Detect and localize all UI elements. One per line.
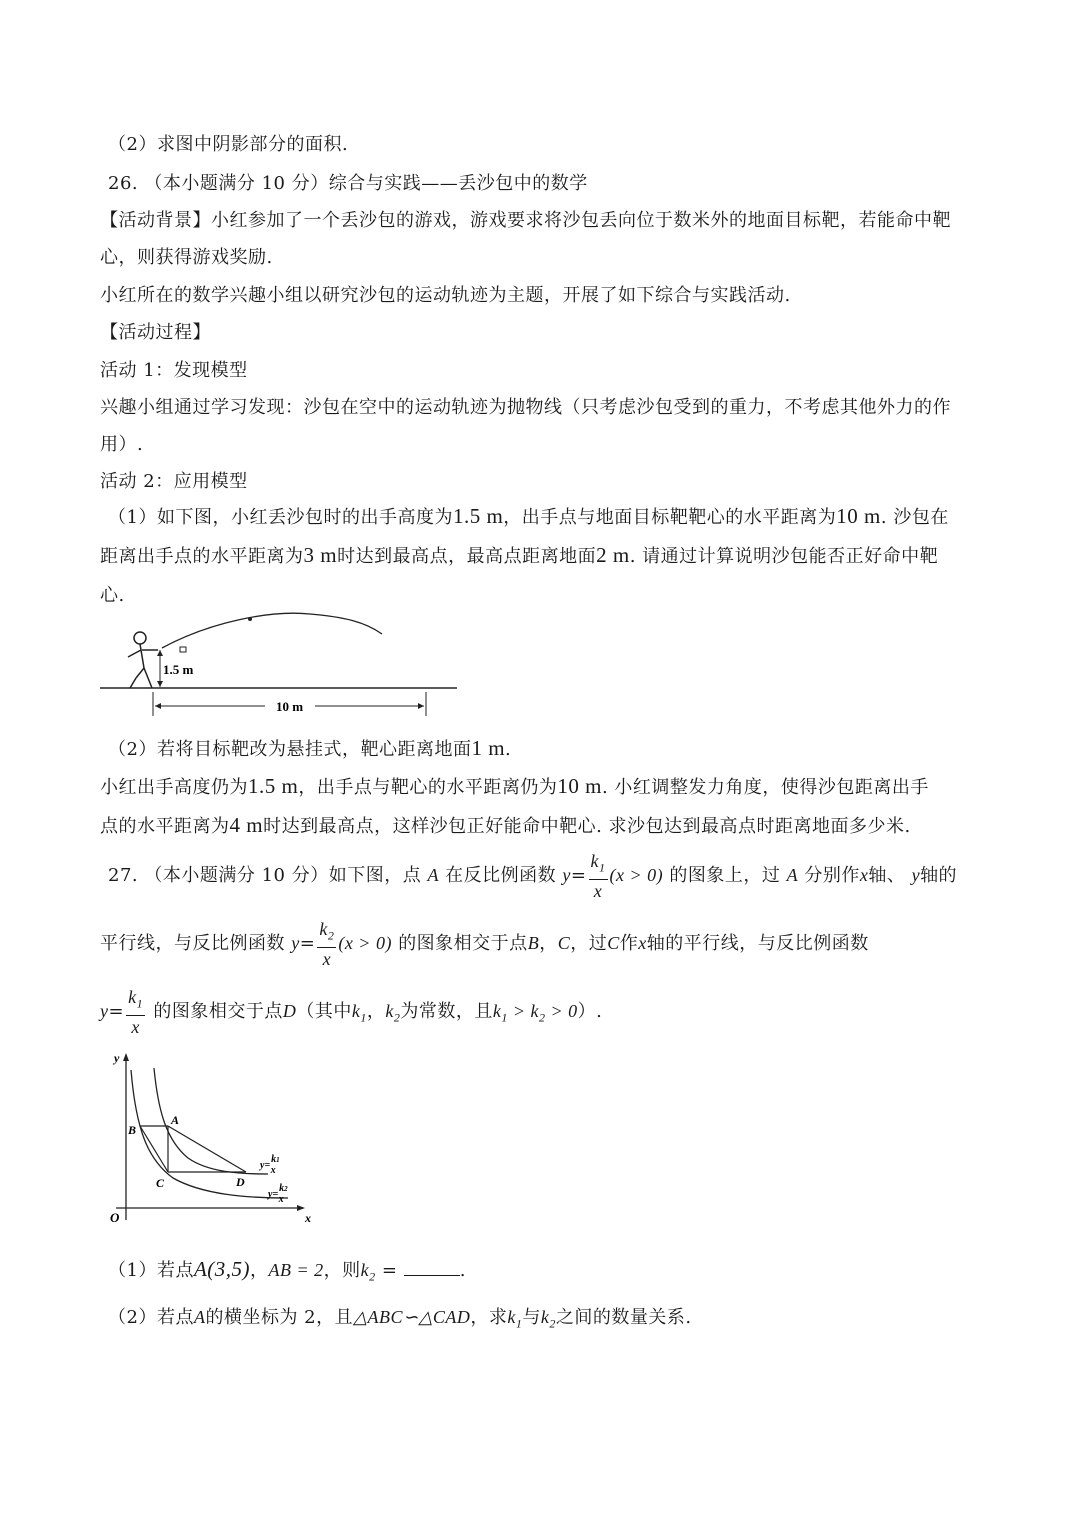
point-C: C bbox=[557, 932, 571, 953]
height-arrow-top bbox=[157, 650, 163, 656]
x: x bbox=[131, 1016, 140, 1037]
point-A: A bbox=[786, 864, 799, 885]
text: 分别作 bbox=[804, 864, 860, 886]
text: 时达到最高点，这样沙包正好能命中靶心. 求沙包达到最高点时距离地面多少米. bbox=[263, 816, 911, 837]
point-A: A bbox=[193, 1307, 206, 1327]
text: （2）若点 bbox=[108, 1307, 194, 1328]
sub: 2 bbox=[327, 928, 335, 943]
text: 的图象上，过 bbox=[669, 864, 781, 886]
q26-bg-text2: 心，则获得游戏奖励. bbox=[100, 247, 273, 268]
curve-label-k2: y=k2 x bbox=[268, 1183, 288, 1205]
text: （2）若将目标靶改为悬挂式，靶心距离地面 bbox=[108, 739, 472, 760]
var-y: y bbox=[911, 864, 921, 885]
text: 轴、 bbox=[868, 864, 906, 886]
text: 为常数，且 bbox=[400, 1000, 493, 1022]
y-axis-arrow bbox=[123, 1053, 129, 1061]
sub: 1 bbox=[136, 996, 144, 1011]
text: = bbox=[299, 932, 316, 954]
text: 的图象相交于点 bbox=[153, 1000, 283, 1022]
value-distance: 10 m bbox=[836, 504, 881, 528]
length-AB: AB = 2 bbox=[268, 1260, 324, 1280]
k: k bbox=[319, 919, 328, 939]
text: 轴的 bbox=[920, 864, 958, 886]
text: ）. bbox=[577, 1000, 603, 1022]
y-axis-label: y bbox=[114, 1051, 120, 1065]
text: ， bbox=[366, 1000, 386, 1022]
condition: (x > 0) bbox=[338, 932, 392, 953]
var-x: x bbox=[859, 864, 869, 885]
text: ，求 bbox=[470, 1307, 508, 1328]
answer-blank[interactable] bbox=[404, 1259, 460, 1276]
q26-part2-line3 bbox=[100, 812, 911, 838]
q26-activity1: 活动 1：发现模型 bbox=[100, 360, 248, 381]
q27-part1 bbox=[108, 1256, 466, 1285]
value-target-height: 1 m bbox=[471, 736, 506, 760]
q26-part2-line1 bbox=[108, 735, 511, 761]
text: = bbox=[570, 864, 587, 886]
text: 小红出手高度仍为 bbox=[100, 777, 248, 798]
height-arrow-bottom bbox=[157, 681, 163, 687]
text: （1）若点 bbox=[108, 1260, 194, 1281]
release-point bbox=[180, 647, 186, 652]
distance-arrow-left bbox=[155, 703, 161, 709]
text: 的图象相交于点 bbox=[398, 932, 528, 954]
value-peak-distance: 3 m bbox=[303, 543, 338, 567]
text: = bbox=[381, 1260, 398, 1281]
sandbag-figure bbox=[100, 612, 470, 722]
k1: $k_1$ bbox=[351, 1000, 367, 1025]
q26-act1-text1: 兴趣小组通过学习发现：沙包在空中的运动轨迹为抛物线（只考虑沙包受到的重力，不考虑其他外力的作 bbox=[100, 397, 951, 418]
distance-arrow-right bbox=[418, 703, 424, 709]
height-label: 1.5 m bbox=[163, 662, 194, 677]
x-axis-label: x bbox=[305, 1211, 311, 1225]
text: 的横坐标为 2，且 bbox=[205, 1307, 354, 1328]
point-D: D bbox=[282, 1000, 297, 1021]
q25-part2: （2）求图中阴影部分的面积. bbox=[108, 134, 349, 155]
fraction-k2-x bbox=[317, 918, 336, 970]
point-A-coords: A(3,5) bbox=[193, 1257, 251, 1281]
k: k bbox=[128, 987, 137, 1007]
text: ，过 bbox=[570, 932, 608, 954]
value-peak-height: 2 m bbox=[596, 543, 630, 567]
text: 时达到最高点，最高点距离地面 bbox=[337, 546, 597, 567]
q26-title: 26. （本小题满分 10 分）综合与实践——丢沙包中的数学 bbox=[108, 173, 588, 194]
value-distance: 10 m bbox=[557, 774, 602, 798]
q27-line3 bbox=[100, 986, 602, 1038]
k1: $k_1$ bbox=[507, 1307, 523, 1331]
text: 之间的数量关系. bbox=[555, 1307, 692, 1328]
label-C: C bbox=[156, 1176, 165, 1190]
inequality: $k_1 > k_2 > 0$ bbox=[492, 1000, 578, 1025]
text: 与 bbox=[522, 1307, 541, 1328]
text: . 请通过计算说明沙包能否正好命中靶 bbox=[629, 546, 939, 567]
text: . bbox=[459, 1260, 466, 1281]
var-y: y bbox=[291, 932, 300, 953]
text: 在反比例函数 bbox=[445, 864, 557, 886]
q26-process-tag: 【活动过程】 bbox=[100, 322, 211, 343]
q26-background bbox=[100, 206, 951, 232]
segment-BC bbox=[140, 1126, 168, 1172]
label-D: D bbox=[236, 1175, 245, 1189]
x: x bbox=[322, 948, 332, 969]
text: （其中 bbox=[296, 1000, 352, 1022]
text: 平行线，与反比例函数 bbox=[100, 932, 285, 954]
value-height: 1.5 m bbox=[452, 504, 504, 528]
value-peak-distance: 4 m bbox=[229, 813, 264, 837]
text: （1）如下图，小红丢沙包时的出手高度为 bbox=[108, 507, 453, 528]
bg-text1: 小红参加了一个丢沙包的游戏，游戏要求将沙包丢向位于数米外的地面目标靶，若能命中靶 bbox=[211, 210, 951, 231]
text: . 小红调整发力角度，使得沙包距离出手 bbox=[601, 777, 929, 798]
x-axis-arrow bbox=[297, 1205, 305, 1211]
text: . 沙包在 bbox=[880, 507, 949, 528]
thrower-figure bbox=[128, 632, 158, 688]
q27-line1 bbox=[108, 850, 957, 902]
text: ， bbox=[250, 1260, 269, 1281]
text: ，出手点与地面目标靶靶心的水平距离为 bbox=[503, 507, 837, 528]
point-B: B bbox=[527, 932, 540, 953]
label-B: B bbox=[128, 1123, 137, 1137]
q26-activity2: 活动 2：应用模型 bbox=[100, 471, 248, 492]
distance-label: 10 m bbox=[276, 699, 304, 714]
label-A: A bbox=[171, 1113, 180, 1127]
text: ，则 bbox=[323, 1260, 361, 1281]
q26-part1-line1 bbox=[108, 503, 949, 529]
hyperbola-figure bbox=[98, 1050, 323, 1230]
q27-part2 bbox=[108, 1303, 692, 1332]
trajectory-curve bbox=[162, 613, 382, 648]
x: x bbox=[593, 880, 603, 901]
k2: $k_2$ bbox=[540, 1307, 556, 1331]
text: ，出手点与靶心的水平距离仍为 bbox=[298, 777, 558, 798]
bg-tag: 【活动背景】 bbox=[100, 210, 211, 231]
q26-intro: 小红所在的数学兴趣小组以研究沙包的运动轨迹为主题，开展了如下综合与实践活动. bbox=[100, 285, 791, 306]
sub: 1 bbox=[599, 860, 606, 875]
k2: $k_2$ bbox=[385, 1000, 401, 1025]
q26-part1-line2 bbox=[100, 542, 938, 568]
q26-part1-line3: 心. bbox=[100, 585, 125, 606]
q26-part2-line2 bbox=[100, 773, 929, 799]
fraction-k1-x bbox=[589, 850, 608, 902]
value-height: 1.5 m bbox=[248, 774, 299, 798]
text: 轴的平行线，与反比例函数 bbox=[646, 932, 869, 954]
var-y: y bbox=[562, 864, 571, 885]
curve-label-k1: y=k1 x bbox=[260, 1154, 280, 1176]
condition: (x > 0) bbox=[609, 864, 664, 885]
text: ， bbox=[539, 932, 558, 954]
origin-label: O bbox=[110, 1210, 120, 1225]
text: 点的水平距离为 bbox=[100, 816, 230, 837]
text: 27. （本小题满分 10 分）如下图，点 bbox=[108, 864, 422, 886]
curve-k2 bbox=[131, 1070, 288, 1198]
var-x: x bbox=[638, 932, 647, 953]
peak-point bbox=[248, 617, 252, 621]
similar-triangles: △ABC∽△CAD bbox=[353, 1307, 471, 1327]
k2: $k_2$ bbox=[360, 1260, 376, 1284]
point-C: C bbox=[607, 932, 620, 953]
k: k bbox=[590, 851, 599, 871]
text: 作 bbox=[619, 932, 639, 954]
text: = bbox=[108, 1000, 125, 1022]
text: 距离出手点的水平距离为 bbox=[100, 546, 304, 567]
fraction-k1-x bbox=[126, 986, 145, 1038]
var-y: y bbox=[100, 1000, 109, 1021]
q27-line2 bbox=[100, 918, 869, 970]
q26-act1-text2: 用）. bbox=[100, 434, 144, 455]
text: . bbox=[505, 739, 512, 760]
point-A: A bbox=[427, 864, 439, 885]
